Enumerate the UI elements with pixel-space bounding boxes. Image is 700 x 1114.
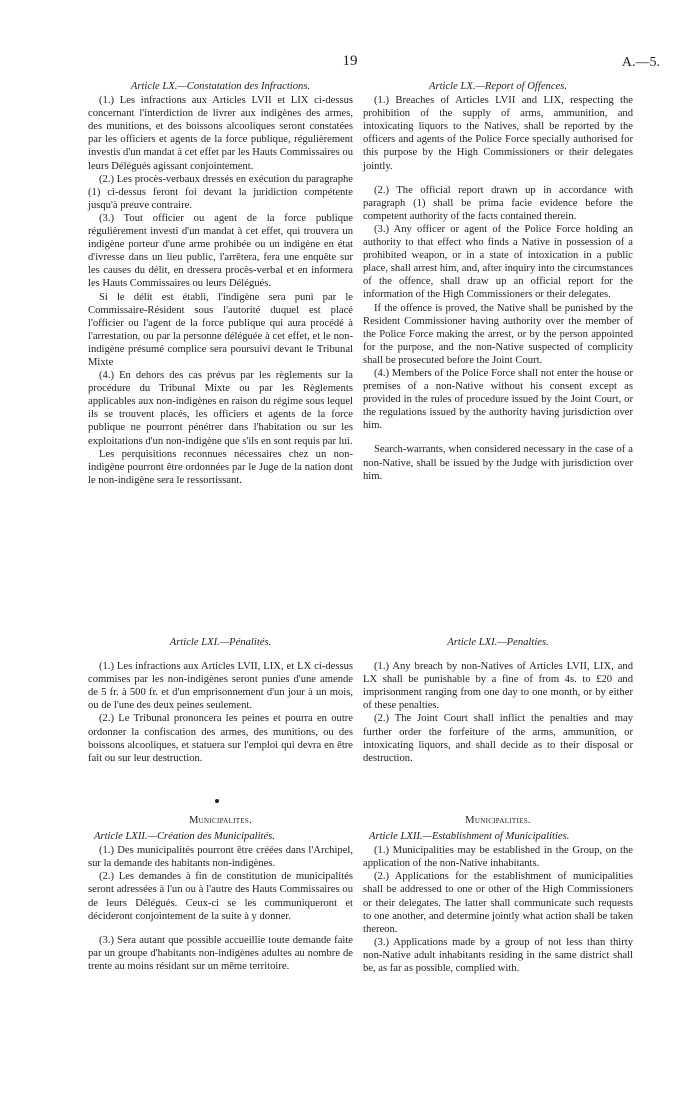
article-heading: Article LX.—Report of Offences. [429, 81, 567, 92]
article-heading: Article LXI.—Pénalités. [169, 637, 272, 648]
article-lx-french [88, 80, 353, 487]
paragraph: (4.) Members of the Police Force shall not enter the house or premises of a non-Native without his consent except as provided in the rules of procedure issued by the Joint Court, or the regulations issued by the authority having jurisdiction over him. [363, 367, 633, 432]
paragraph: Search-warrants, when considered necessary in the case of a non-Native, shall be issued by the Judge with jurisdiction over him. [363, 444, 633, 482]
paragraph: (2.) Les procès-verbaux dressés en exécution du paragraphe (1) ci-dessus feront foi devant la juridiction compétente jusqu'à preuve contraire. [88, 173, 353, 211]
article-heading: Article LXII.—Establishment of Municipalities. [369, 831, 570, 843]
paragraph: (2.) Applications for the establishment of municipalities shall be addressed to one or other of the High Commissioners or their delegates. The latter shall communicate such requests to one another, and determine jointly what action shall be taken thereon. [363, 871, 633, 935]
paragraph: (2.) The official report drawn up in accordance with paragraph (1) shall be prima facie evidence before the competent authority of the facts contained therein. [363, 184, 633, 222]
article-lxii-english [363, 814, 633, 975]
paragraph: Si le délit est établi, l'indigène sera puni par le Commissaire-Résident sous l'autorité duquel est placé l'officier ou l'agent de la force publique qui aura procédé à l'arrestation, ou par la personne déléguée à cet effet, et le non-indigène présumé complice sera poursuivi devant le Tribunal Mixte [88, 291, 353, 368]
paragraph: Les perquisitions reconnues nécessaires chez un non-indigène pourront être ordonnées par le Juge de la nation dont le non-indigène sera le ressortissant. [88, 448, 353, 486]
paragraph: (1.) Breaches of Articles LVII and LIX, respecting the prohibition of the supply of arms, ammunition, and intoxicating liquors to the Natives, shall be reported by the officers and agents of the Police Force specially authorised for this purpose by the High Commissioners or their delegates jointly. [363, 95, 633, 172]
paragraph: (3.) Tout officier ou agent de la force publique régulièrement investi d'un mandat à cet effet, qui trouvera un indigène porteur d'une arme prohibée ou un indigène en état d'ivresse dans un lieu public, l'arrêtera, fera une enquête sur les causes du délit, en dressera procès-verbal et en informera les Hauts Commissaires ou leurs Délégués. [88, 212, 353, 290]
paragraph: (1.) Any breach by non-Natives of Articles LVII, LIX, and LX shall be punishable by a fine of from 4s. to £20 and imprisonment ranging from one day to one month, or by either of these penalties. [363, 661, 633, 712]
paragraph: (4.) En dehors des cas prévus par les règlements sur la procédure du Tribunal Mixte ou par les Règlements applicables aux non-indigènes en raison du régime sous lequel ils se trouvent placés, les officiers et agents de la force publique ne pourront pénétrer dans l'habitation ou sur les exploitations d'un non-indigène que s'ils en sont requis par lui. [88, 370, 353, 447]
section-heading: Municipalities. [465, 815, 531, 826]
paragraph: (1.) Les infractions aux Articles LVII et LIX ci-dessus concernant l'interdiction de livrer aux indigènes des armes, des munitions, et des boissons alcooliques seront constatées par les officiers et agents de la force publique, régulièrement investis d'un mandat à cet effet par les Hauts Commissaires ou leurs Délégués agissant conjointement. [88, 95, 353, 172]
printer-mark [215, 799, 219, 803]
document-reference: A.—5. [621, 55, 660, 70]
paragraph: (3.) Sera autant que possible accueillie toute demande faite par un groupe d'habitants non-indigènes adultes au nombre de trente au moins résidant sur un même territoire. [88, 934, 353, 972]
paragraph: If the offence is proved, the Native shall be punished by the Resident Commissioner having authority over the member of the Police Force making the arrest, or by the person appointed for the purpose, and the non-Native suspected of complicity shall be prosecuted before the Joint Court. [363, 302, 633, 366]
article-heading: Article LX.—Constatation des Infractions. [130, 81, 311, 92]
page-number: 19 [342, 53, 358, 69]
paragraph: (2.) Le Tribunal prononcera les peines et pourra en outre ordonner la confiscation des armes, des munitions, ou des boissons alcooliques, et statuera sur l'emploi qui devra en être fait ou sur leur destruction. [88, 713, 353, 764]
paragraph: (3.) Any officer or agent of the Police Force holding an authority to that effect who finds a Native in possession of a prohibited weapon, or in a state of intoxication in a public place, shall arrest him, and, after inquiry into the circumstances of the offence, shall draw up an official report for the information of the High Commissioners or their delegates. [363, 223, 633, 301]
article-heading: Article LXI.—Penalties. [447, 637, 549, 648]
paragraph: (3.) Applications made by a group of not less than thirty non-Native adult inhabitants residing in the same district shall be, as far as possible, complied with. [363, 936, 633, 975]
paragraph: (2.) Les demandes à fin de constitution de municipalités seront adressées à l'un ou à l'autre des Hauts Commissaires ou de leurs Délégués. Ceux-ci se les communiqueront et décideront conjointement de la suite à y donner. [88, 871, 353, 922]
paragraph: (1.) Les infractions aux Articles LVII, LIX, et LX ci-dessus commises par les non-indigènes seront punies d'une amende de 5 fr. à 500 fr. et d'un emprisonnement d'un jour à un mois, ou de l'une des deux peines seulement. [88, 661, 353, 712]
article-lx-english [363, 80, 633, 483]
paragraph: (1.) Municipalities may be established in the Group, on the application of the non-Native inhabitants. [363, 845, 633, 870]
article-heading: Article LXII.—Création des Municipalités. [94, 831, 275, 843]
article-lxii-french [88, 814, 353, 973]
article-lxi-english [363, 636, 633, 765]
article-lxi-french [88, 636, 353, 765]
paragraph: (2.) The Joint Court shall inflict the penalties and may further order the forfeiture of the arms, ammunition, or intoxicating liquors, and shall decide as to their disposal or destruction. [363, 713, 633, 764]
section-heading: Municipalites. [188, 815, 253, 826]
paragraph: (1.) Des municipalités pourront être créées dans l'Archipel, sur la demande des habitants non-indigènes. [88, 845, 353, 870]
